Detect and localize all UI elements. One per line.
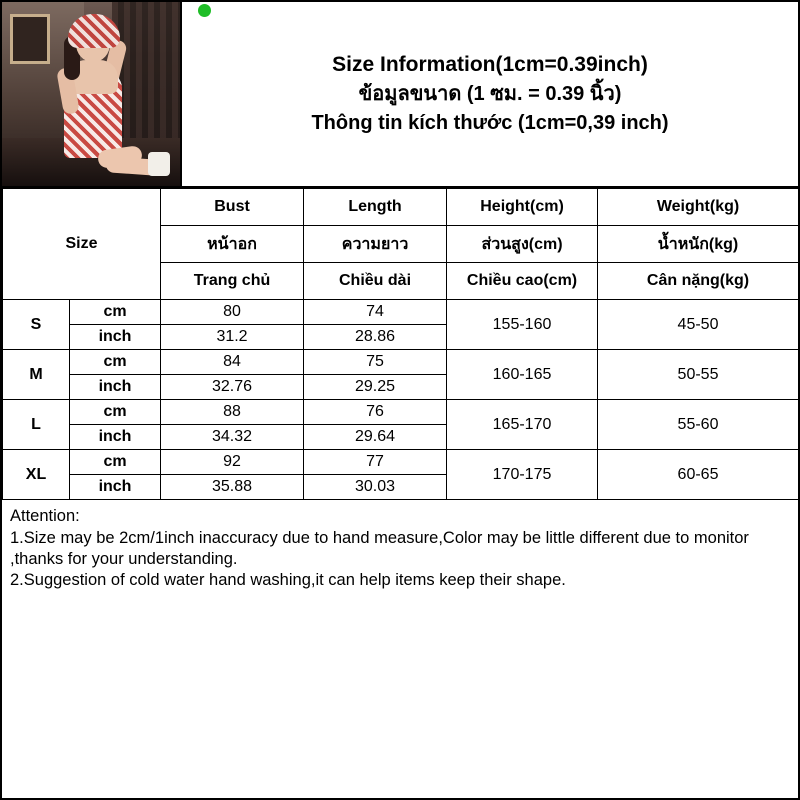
row-unit-inch: inch (70, 325, 161, 350)
table-row (3, 350, 799, 375)
table-header-row-english (3, 189, 799, 226)
row-unit-cm: cm (70, 350, 161, 375)
cell-bust-inch-l: 34.32 (161, 425, 304, 450)
header-weight-en: Weight(kg) (598, 189, 799, 226)
model-shoe (148, 152, 170, 176)
header-length-vi: Chiều dài (304, 263, 447, 300)
attention-block (2, 500, 798, 591)
cell-length-inch-m: 29.25 (304, 375, 447, 400)
cell-bust-inch-m: 32.76 (161, 375, 304, 400)
table-row (3, 400, 799, 425)
cell-length-cm-l: 76 (304, 400, 447, 425)
row-unit-inch: inch (70, 475, 161, 500)
cell-bust-cm-s: 80 (161, 300, 304, 325)
attention-note-1: 1.Size may be 2cm/1inch inaccuracy due to hand measure,Color may be little different due to monitor ,thanks for your understanding. (10, 529, 749, 569)
cell-weight-l: 55-60 (598, 400, 799, 450)
cell-bust-cm-m: 84 (161, 350, 304, 375)
cell-weight-xl: 60-65 (598, 450, 799, 500)
row-unit-cm: cm (70, 400, 161, 425)
cell-length-inch-xl: 30.03 (304, 475, 447, 500)
row-size-s: S (3, 300, 70, 350)
cell-bust-inch-xl: 35.88 (161, 475, 304, 500)
row-unit-cm: cm (70, 450, 161, 475)
header-length-th: ความยาว (304, 226, 447, 263)
row-unit-cm: cm (70, 300, 161, 325)
cell-weight-s: 45-50 (598, 300, 799, 350)
title-line-thai: ข้อมูลขนาด (1 ซม. = 0.39 นิ้ว) (358, 83, 622, 106)
wall-picture-frame (10, 14, 50, 64)
header-height-en: Height(cm) (447, 189, 598, 226)
cell-weight-m: 50-55 (598, 350, 799, 400)
size-table (2, 188, 799, 500)
attention-title: Attention: (10, 507, 80, 525)
header-length-en: Length (304, 189, 447, 226)
cell-length-inch-s: 28.86 (304, 325, 447, 350)
header-weight-th: น้ำหนัก(kg) (598, 226, 799, 263)
cell-height-s: 155-160 (447, 300, 598, 350)
product-photo (2, 2, 182, 186)
row-unit-inch: inch (70, 425, 161, 450)
header-height-th: ส่วนสูง(cm) (447, 226, 598, 263)
green-status-dot (198, 4, 211, 17)
cell-height-l: 165-170 (447, 400, 598, 450)
header-size-cell: Size (3, 189, 161, 300)
cell-length-cm-xl: 77 (304, 450, 447, 475)
header-bust-vi: Trang chủ (161, 263, 304, 300)
row-size-m: M (3, 350, 70, 400)
row-size-l: L (3, 400, 70, 450)
table-row (3, 300, 799, 325)
header-bust-en: Bust (161, 189, 304, 226)
photo-background (2, 2, 180, 186)
cell-length-inch-l: 29.64 (304, 425, 447, 450)
cell-length-cm-m: 75 (304, 350, 447, 375)
title-block (182, 2, 798, 186)
header-height-vi: Chiều cao(cm) (447, 263, 598, 300)
cell-bust-inch-s: 31.2 (161, 325, 304, 350)
header-weight-vi: Cân nặng(kg) (598, 263, 799, 300)
cell-bust-cm-xl: 92 (161, 450, 304, 475)
table-row (3, 450, 799, 475)
header-bust-th: หน้าอก (161, 226, 304, 263)
row-size-xl: XL (3, 450, 70, 500)
cell-height-m: 160-165 (447, 350, 598, 400)
title-line-vietnamese: Thông tin kích thước (1cm=0,39 inch) (311, 112, 669, 135)
header (2, 2, 798, 188)
attention-note-2: 2.Suggestion of cold water hand washing,it can help items keep their shape. (10, 571, 566, 590)
cell-height-xl: 170-175 (447, 450, 598, 500)
title-line-english: Size Information(1cm=0.39inch) (332, 52, 648, 76)
cell-bust-cm-l: 88 (161, 400, 304, 425)
cell-length-cm-s: 74 (304, 300, 447, 325)
row-unit-inch: inch (70, 375, 161, 400)
